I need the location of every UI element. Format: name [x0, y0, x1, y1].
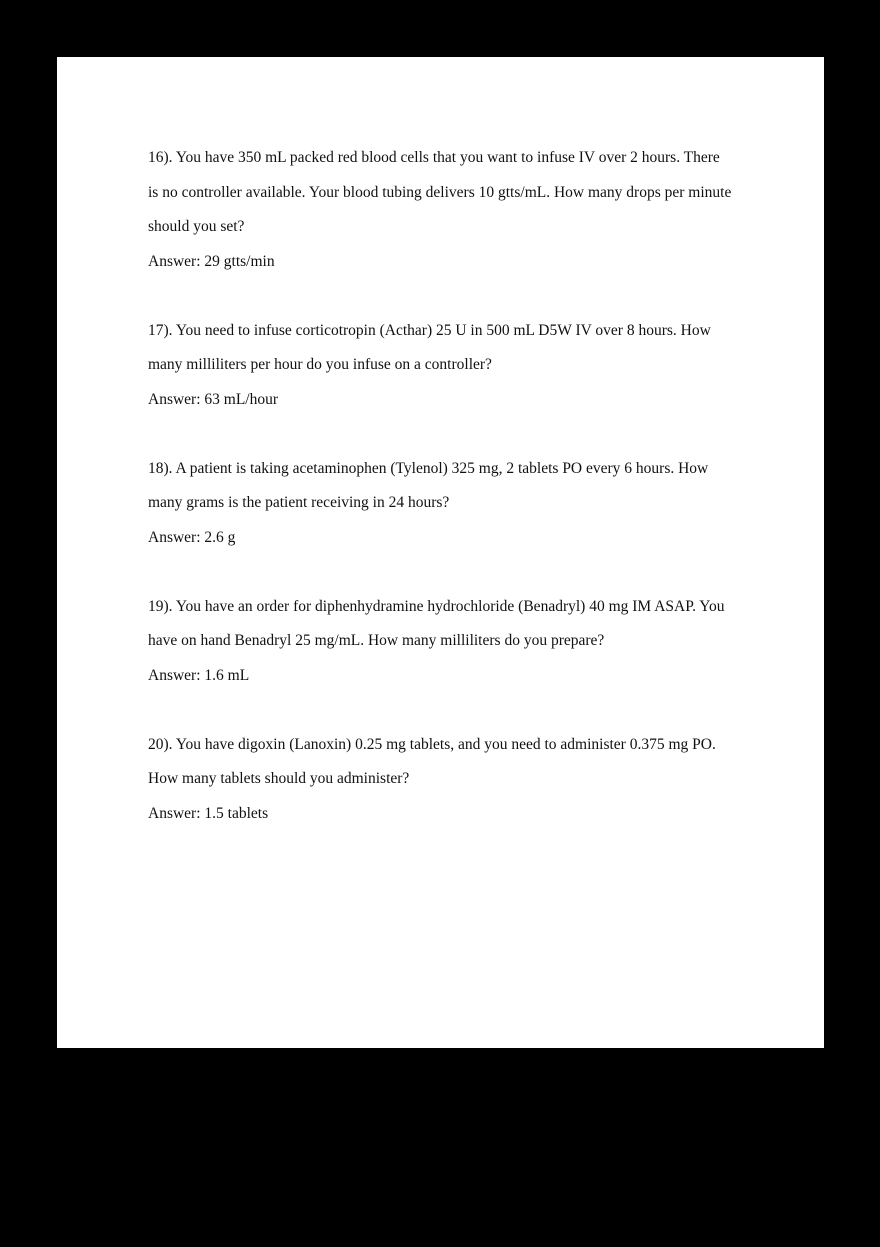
question-block-20: [148, 728, 733, 832]
question-text: 20). You have digoxin (Lanoxin) 0.25 mg tablets, and you need to administer 0.375 mg PO. How many tablets should you administer?: [148, 735, 716, 787]
question-text: 17). You need to infuse corticotropin (Acthar) 25 U in 500 mL D5W IV over 8 hours. How many milliliters per hour do you infuse on a controller?: [148, 321, 711, 373]
document-page: [57, 57, 824, 1048]
question-text: 16). You have 350 mL packed red blood cells that you want to infuse IV over 2 hours. There is no controller available. Your blood tubing delivers 10 gtts/mL. How many drops per minute should you set?: [148, 149, 732, 235]
answer-text: Answer: 1.5 tablets: [148, 804, 269, 822]
answer-text: Answer: 2.6 g: [148, 528, 236, 546]
document-content: [148, 141, 733, 831]
question-block-18: [148, 452, 733, 556]
answer-text: Answer: 29 gtts/min: [148, 252, 275, 270]
answer-text: Answer: 63 mL/hour: [148, 390, 279, 408]
answer-text: Answer: 1.6 mL: [148, 666, 250, 684]
question-block-19: [148, 590, 733, 694]
question-block-17: [148, 314, 733, 418]
question-block-16: [148, 141, 733, 279]
question-text: 19). You have an order for diphenhydramine hydrochloride (Benadryl) 40 mg IM ASAP. You have on hand Benadryl 25 mg/mL. How many milliliters do you prepare?: [148, 597, 725, 649]
question-text: 18). A patient is taking acetaminophen (Tylenol) 325 mg, 2 tablets PO every 6 hours. How many grams is the patient receiving in 24 hours?: [148, 459, 709, 511]
